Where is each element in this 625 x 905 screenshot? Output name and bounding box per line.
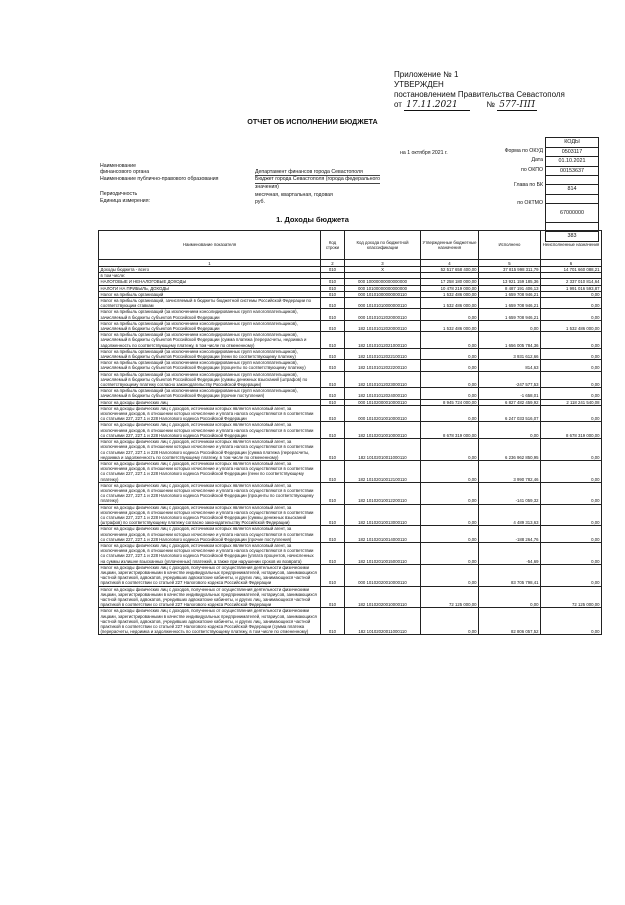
table-row bbox=[99, 309, 602, 320]
cell-executed: 1 659 708 946,21 bbox=[479, 309, 541, 320]
unit-label: Единица измерения: bbox=[100, 197, 150, 204]
cell-name: Налог на прибыль организаций bbox=[99, 291, 321, 297]
cell-code: 182 10102010011000110 bbox=[345, 439, 421, 461]
cell-line: 010 bbox=[321, 542, 345, 564]
cell-line: 010 bbox=[321, 320, 345, 331]
header-labels bbox=[100, 163, 218, 204]
org-value: Департамент финансов города Севастополя bbox=[255, 169, 380, 176]
cell-executed: -54,69 bbox=[479, 542, 541, 564]
cell-code: 000 10101012020000110 bbox=[345, 309, 421, 320]
table-row bbox=[99, 332, 602, 349]
col-number: 1 bbox=[99, 260, 321, 267]
col-header-approved: Утвержденные бюджетные назначения bbox=[421, 231, 479, 260]
approval-date-line bbox=[394, 100, 614, 111]
col-number: 2 bbox=[321, 260, 345, 267]
cell-line: 010 bbox=[321, 504, 345, 526]
cell-name: НАЛОГИ НА ПРИБЫЛЬ, ДОХОДЫ bbox=[99, 285, 321, 291]
period-value: месячная, квартальная, годовая bbox=[255, 192, 333, 199]
cell-executed: 82 806 057,52 bbox=[479, 608, 541, 635]
cell-remaining: 2 337 010 814,64 bbox=[541, 279, 602, 285]
cell-line: 010 bbox=[321, 267, 345, 273]
budget-label: Наименование публично-правового образования bbox=[100, 175, 219, 182]
cell-approved: 10 478 219 000,00 bbox=[421, 285, 479, 291]
cell-name: Налог на доходы физических лиц с доходов, источником которых является налоговый агент, за исключением доходов, в отношении которых исчисление и уплата налога осуществляются в соответствии со статьями 227, 227.1 и 228 Налогового кодекса Российской Федерации bbox=[99, 405, 321, 422]
budget-value-1: Бюджет города Севастополя (города федерального bbox=[255, 176, 381, 183]
table-row bbox=[99, 482, 602, 504]
cell-executed: -247 577,53 bbox=[479, 371, 541, 388]
glava-label: Глава по БК bbox=[513, 182, 543, 189]
col-number: 3 bbox=[345, 260, 421, 267]
cell-executed: -188 264,76 bbox=[479, 526, 541, 543]
cell-approved: 0,00 bbox=[421, 388, 479, 399]
cell-remaining: 0,00 bbox=[541, 298, 602, 309]
table-row bbox=[99, 460, 602, 482]
table-header-row bbox=[99, 231, 602, 260]
table-row bbox=[99, 298, 602, 309]
cell-approved: 52 517 658 400,00 bbox=[421, 267, 479, 273]
cell-name: Налог на прибыль организаций (за исключением консолидированных групп налогоплательщиков), зачисляемый в бюджеты субъектов Российской Федерации (суммы денежных взысканий (штрафов) по соответствующему платежу согласно законодательству Российской Федерации) bbox=[99, 371, 321, 388]
cell-code: 182 10102010014000110 bbox=[345, 526, 421, 543]
cell-approved: 0,00 bbox=[421, 482, 479, 504]
code-date: 01.10.2021 bbox=[545, 157, 599, 167]
cell-code: 000 10101010000000110 bbox=[345, 298, 421, 309]
cell-name: Налог на доходы физических лиц с доходов, источником которых является налоговый агент, за исключением доходов, в отношении которых исчисление и уплата налога осуществляются в соответствии со статьями 227, 227.1 и 228 Налогового кодекса Российской Федерации (проценты по соответствующему платежу) bbox=[99, 482, 321, 504]
okpo-label: по ОКПО bbox=[521, 166, 543, 173]
table-row bbox=[99, 504, 602, 526]
cell-approved: 0,00 bbox=[421, 439, 479, 461]
code-okei: 383 bbox=[545, 232, 599, 242]
number-label: № bbox=[486, 100, 495, 109]
cell-executed: -1 658,01 bbox=[479, 388, 541, 399]
cell-line: 010 bbox=[321, 298, 345, 309]
from-label: от bbox=[394, 100, 402, 109]
col-number: 5 bbox=[479, 260, 541, 267]
table-row bbox=[99, 405, 602, 422]
cell-line: 010 bbox=[321, 608, 345, 635]
table-row bbox=[99, 320, 602, 331]
cell-name: Налог на доходы физических лиц с доходов, источником которых является налоговый агент, за исключением доходов, в отношении которых исчисление и уплата налога осуществляются в соответствии со статьями 227, 227.1 и 228 Налогового кодекса Российской Федерации (суммы денежных взысканий (штрафов) по соответствующему платежу согласно законодательству Российской Федерации) bbox=[99, 504, 321, 526]
cell-name: НАЛОГОВЫЕ И НЕНАЛОГОВЫЕ ДОХОДЫ bbox=[99, 279, 321, 285]
cell-line: 010 bbox=[321, 371, 345, 388]
table-row bbox=[99, 586, 602, 608]
cell-remaining: 1 532 486 000,00 bbox=[541, 320, 602, 331]
cell-code: 000 10101000000000110 bbox=[345, 291, 421, 297]
cell-line: 010 bbox=[321, 439, 345, 461]
cell-name: Налог на прибыль организаций (за исключением консолидированных групп налогоплательщиков), зачисляемый в бюджеты субъектов Российской Федерации (пени по соответствующему платежу) bbox=[99, 348, 321, 359]
cell-remaining: 0,00 bbox=[541, 439, 602, 461]
cell-remaining: 0,00 bbox=[541, 291, 602, 297]
cell-name: Налог на прибыль организаций (за исключением консолидированных групп налогоплательщиков), зачисляемый в бюджеты субъектов Российской Федерации bbox=[99, 309, 321, 320]
cell-approved: 0,00 bbox=[421, 504, 479, 526]
cell-name: Налог на прибыль организаций (за исключением консолидированных групп налогоплательщиков), зачисляемый в бюджеты субъектов Российской Федерации (сумма платежа (перерасчеты, недоимка и задолженность по соответствующему платежу, в том числе по отмененному) bbox=[99, 332, 321, 349]
code-okud: 0503117 bbox=[545, 148, 599, 158]
cell-executed: 3 931 612,66 bbox=[479, 348, 541, 359]
cell-line: 010 bbox=[321, 405, 345, 422]
cell-executed: 1 656 005 784,36 bbox=[479, 332, 541, 349]
cell-code: 000 10100000000000000 bbox=[345, 285, 421, 291]
cell-executed: 3 990 782,46 bbox=[479, 460, 541, 482]
cell-name: Налог на прибыль организаций (за исключением консолидированных групп налогоплательщиков), зачисляемый в бюджеты субъектов Российской Федерации (проценты по соответствующему платежу) bbox=[99, 360, 321, 371]
cell-remaining: 0,00 bbox=[541, 542, 602, 564]
cell-name: Налог на доходы физических лиц с доходов, источником которых является налоговый агент, за исключением доходов, в отношении которых исчисление и уплата налога осуществляются в соответствии со статьями 227, 227.1 и 228 Налогового кодекса Российской Федерации (пени по соответствующему платежу) bbox=[99, 460, 321, 482]
cell-code: 182 10102020011000110 bbox=[345, 608, 421, 635]
cell-name: Налог на доходы физических лиц с доходов, источником которых является налоговый агент, за исключением доходов, в отношении которых исчисление и уплата налога осуществляются в соответствии со статьями 227, 227.1 и 228 Налогового кодекса Российской Федерации (прочие поступления) bbox=[99, 526, 321, 543]
cell-code: 000 10102010010000110 bbox=[345, 405, 421, 422]
cell-remaining: 0,00 bbox=[541, 504, 602, 526]
header-values bbox=[255, 169, 380, 205]
cell-executed: 6 247 033 516,07 bbox=[479, 405, 541, 422]
col-number: 4 bbox=[421, 260, 479, 267]
cell-remaining: 14 701 660 088,21 bbox=[541, 267, 602, 273]
cell-code: 182 10101012023000110 bbox=[345, 371, 421, 388]
date-label: Дата bbox=[531, 157, 543, 164]
cell-remaining: 72 125 000,00 bbox=[541, 586, 602, 608]
cell-code: 182 10102010010000110 bbox=[345, 422, 421, 439]
cell-line: 010 bbox=[321, 309, 345, 320]
cell-approved: 0,00 bbox=[421, 564, 479, 586]
cell-name: Налог на доходы физических лиц bbox=[99, 399, 321, 405]
cell-remaining: 0,00 bbox=[541, 608, 602, 635]
cell-approved: 8 678 319 000,00 bbox=[421, 422, 479, 439]
cell-line: 010 bbox=[321, 399, 345, 405]
column-number-row bbox=[99, 260, 602, 267]
cell-approved: 0,00 bbox=[421, 360, 479, 371]
cell-executed: 0,00 bbox=[479, 586, 541, 608]
cell-approved: 0,00 bbox=[421, 405, 479, 422]
table-row bbox=[99, 564, 602, 586]
cell-line: 010 bbox=[321, 460, 345, 482]
cell-line: 010 bbox=[321, 482, 345, 504]
cell-line: 010 bbox=[321, 360, 345, 371]
cell-name: Налог на доходы физических лиц с доходов, источником которых является налоговый агент, за исключением доходов, в отношении которых исчисление и уплата налога осуществляются в соответствии со статьями 227, 227.1 и 228 Налогового кодекса Российской Федерации bbox=[99, 422, 321, 439]
cell-remaining: 0,00 bbox=[541, 526, 602, 543]
cell-name: Налог на прибыль организаций, зачисляемый в бюджеты бюджетной системы Российской Федерации по соответствующим ставкам bbox=[99, 298, 321, 309]
cell-executed: 37 815 998 311,79 bbox=[479, 267, 541, 273]
cell-name: Налог на прибыль организаций (за исключением консолидированных групп налогоплательщиков), зачисляемый в бюджеты субъектов Российской Федерации (прочие поступления) bbox=[99, 388, 321, 399]
cell-approved: 1 532 486 000,00 bbox=[421, 291, 479, 297]
cell-approved: 0,00 bbox=[421, 371, 479, 388]
cell-executed: 0,00 bbox=[479, 320, 541, 331]
cell-approved: 0,00 bbox=[421, 542, 479, 564]
cell-remaining: 0,00 bbox=[541, 388, 602, 399]
oktmo-label: по ОКТМО bbox=[517, 199, 543, 206]
cell-remaining: 1 991 016 593,87 bbox=[541, 285, 602, 291]
cell-name: в том числе: bbox=[99, 273, 321, 279]
code-oktmo: 67000000 bbox=[545, 204, 599, 223]
col-header-name: Наименование показателя bbox=[99, 231, 321, 260]
section-title: 1. Доходы бюджета bbox=[276, 215, 349, 224]
cell-code: 000 10102020010000110 bbox=[345, 564, 421, 586]
table-row bbox=[99, 608, 602, 635]
cell-executed: 814,63 bbox=[479, 360, 541, 371]
cell-name: Налог на доходы физических лиц с доходов, полученных от осуществления деятельности физическими лицами, зарегистрированными в качестве индивидуальных предпринимателей, нотариусов, занимающихся частной практикой, адвокатов, учредивших адвокатские кабинеты, и других лиц, занимающихся частной практикой в соответствии со статьей 227 Налогового кодекса Российской Федерации (сумма платежа (перерасчеты, недоимка и задолженность по соответствующему платежу, в том числе по отмененному) bbox=[99, 608, 321, 635]
budget-value-2: значения) bbox=[255, 183, 279, 190]
codes-header: КОДЫ bbox=[545, 137, 599, 148]
cell-executed: 83 705 798,41 bbox=[479, 564, 541, 586]
cell-name: Налог на доходы физических лиц с доходов, источником которых является налоговый агент, за исключением доходов, в отношении которых исчисление и уплата налога осуществляются в соответствии со статьями 227, 227.1 и 228 Налогового кодекса Российской Федерации (уплата процентов, начисленных на суммы излишне взысканных (уплаченных) платежей, а также при нарушении сроков их возврата) bbox=[99, 542, 321, 564]
cell-remaining: 0,00 bbox=[541, 309, 602, 320]
cell-line: 010 bbox=[321, 291, 345, 297]
cell-approved: 0,00 bbox=[421, 460, 479, 482]
table-row bbox=[99, 371, 602, 388]
approval-block bbox=[394, 70, 614, 111]
table-row bbox=[99, 422, 602, 439]
cell-code: 182 10101012024000110 bbox=[345, 388, 421, 399]
cell-approved: 1 532 486 000,00 bbox=[421, 320, 479, 331]
cell-line: 010 bbox=[321, 332, 345, 349]
cell-line: 010 bbox=[321, 279, 345, 285]
report-title: ОТЧЕТ ОБ ИСПОЛНЕНИИ БЮДЖЕТА bbox=[247, 117, 378, 126]
code-okpo: 00153637 bbox=[545, 167, 599, 177]
unit-value: руб. bbox=[255, 198, 265, 205]
cell-executed: 1 659 708 946,21 bbox=[479, 291, 541, 297]
cell-executed: 6 236 962 850,95 bbox=[479, 439, 541, 461]
cell-line: 010 bbox=[321, 586, 345, 608]
cell-remaining: 0,00 bbox=[541, 371, 602, 388]
cell-code: X bbox=[345, 267, 421, 273]
cell-line: 010 bbox=[321, 348, 345, 359]
table-row bbox=[99, 542, 602, 564]
cell-executed: 6 827 482 459,92 bbox=[479, 399, 541, 405]
cell-remaining: 8 678 319 000,00 bbox=[541, 422, 602, 439]
cell-executed: 8 487 191 406,13 bbox=[479, 285, 541, 291]
cell-approved: 0,00 bbox=[421, 348, 479, 359]
cell-code: 182 10102010012200110 bbox=[345, 482, 421, 504]
approval-number: 577-ПП bbox=[499, 100, 536, 110]
cell-executed: 4 489 313,63 bbox=[479, 504, 541, 526]
cell-approved: 1 532 486 000,00 bbox=[421, 298, 479, 309]
cell-remaining: 0,00 bbox=[541, 405, 602, 422]
cell-code: 182 10101012021000110 bbox=[345, 332, 421, 349]
cell-code: 182 10102020010000110 bbox=[345, 586, 421, 608]
cell-remaining: 0,00 bbox=[541, 348, 602, 359]
cell-approved: 0,00 bbox=[421, 309, 479, 320]
cell-line: 010 bbox=[321, 285, 345, 291]
cell-code: 182 10102010013000110 bbox=[345, 504, 421, 526]
cell-remaining: 0,00 bbox=[541, 360, 602, 371]
cell-name: Налог на доходы физических лиц с доходов, полученных от осуществления деятельности физическими лицами, зарегистрированными в качестве индивидуальных предпринимателей, нотариусов, занимающихся частной практикой, адвокатов, учредивших адвокатские кабинеты, и других лиц, занимающихся частной практикой в соответствии со статьей 227 Налогового кодекса Российской Федерации bbox=[99, 564, 321, 586]
org-label-1: Наименование bbox=[100, 163, 136, 169]
cell-name: Доходы бюджета - всего bbox=[99, 267, 321, 273]
appendix-label: Приложение № 1 bbox=[394, 70, 459, 79]
col-header-line: Код строки bbox=[321, 231, 345, 260]
col-header-remaining: Неисполненные назначения bbox=[541, 231, 602, 260]
code-empty bbox=[545, 176, 599, 185]
cell-remaining: 2 118 241 540,08 bbox=[541, 399, 602, 405]
cell-remaining: 0,00 bbox=[541, 460, 602, 482]
table-row bbox=[99, 439, 602, 461]
cell-approved: 0,00 bbox=[421, 526, 479, 543]
cell-line: 010 bbox=[321, 422, 345, 439]
code-glava: 814 bbox=[545, 185, 599, 195]
cell-code: 000 10000000000000000 bbox=[345, 279, 421, 285]
cell-approved: 0,00 bbox=[421, 332, 479, 349]
cell-remaining: 0,00 bbox=[541, 564, 602, 586]
code-labels bbox=[488, 137, 543, 209]
cell-executed: -141 059,32 bbox=[479, 482, 541, 504]
cell-approved: 0,00 bbox=[421, 608, 479, 635]
cell-name: Налог на доходы физических лиц с доходов, источником которых является налоговый агент, за исключением доходов, в отношении которых исчисление и уплата налога осуществляются в соответствии со статьями 227, 227.1 и 228 Налогового кодекса Российской Федерации (сумма платежа (перерасчеты, недоимка и задолженность по соответствующему платежу, в том числе по отмененному) bbox=[99, 439, 321, 461]
col-header-executed: Исполнено bbox=[479, 231, 541, 260]
col-number: 6 bbox=[541, 260, 602, 267]
cell-name: Налог на прибыль организаций (за исключением консолидированных групп налогоплательщиков), зачисляемый в бюджеты субъектов Российской Федерации bbox=[99, 320, 321, 331]
cell-line: 010 bbox=[321, 388, 345, 399]
table-row bbox=[99, 388, 602, 399]
cell-name: Налог на доходы физических лиц с доходов, полученных от осуществления деятельности физическими лицами, зарегистрированными в качестве индивидуальных предпринимателей, нотариусов, занимающихся частной практикой, адвокатов, учредивших адвокатские кабинеты, и других лиц, занимающихся частной практикой в соответствии со статьей 227 Налогового кодекса Российской Федерации bbox=[99, 586, 321, 608]
okud-label: Форма по ОКУД bbox=[504, 147, 543, 154]
cell-line: 010 bbox=[321, 526, 345, 543]
approved-label: УТВЕРЖДЕН bbox=[394, 80, 444, 89]
cell-code: 182 10101012022200110 bbox=[345, 360, 421, 371]
cell-code: 182 10101012020000110 bbox=[345, 320, 421, 331]
code-empty bbox=[545, 195, 599, 204]
table-row bbox=[99, 360, 602, 371]
cell-code: 182 10102010012100110 bbox=[345, 460, 421, 482]
cell-line: 010 bbox=[321, 564, 345, 586]
cell-executed: 1 659 708 946,21 bbox=[479, 298, 541, 309]
cell-code: 182 10102010015000110 bbox=[345, 542, 421, 564]
cell-approved: 72 125 000,00 bbox=[421, 586, 479, 608]
report-date: на 1 октября 2021 г. bbox=[400, 150, 448, 156]
income-table bbox=[98, 230, 602, 635]
cell-executed: 0,00 bbox=[479, 422, 541, 439]
codes-box bbox=[545, 137, 599, 242]
table-row bbox=[99, 526, 602, 543]
approval-date: 17.11.2021 bbox=[404, 100, 470, 111]
cell-approved: 8 945 724 000,00 bbox=[421, 399, 479, 405]
org-label-2: финансового органа bbox=[100, 169, 150, 176]
cell-executed: 13 921 159 185,36 bbox=[479, 279, 541, 285]
cell-remaining: 0,00 bbox=[541, 332, 602, 349]
cell-approved: 17 258 180 000,00 bbox=[421, 279, 479, 285]
table-row bbox=[99, 348, 602, 359]
period-label: Периодичность bbox=[100, 191, 138, 198]
col-header-code: Код дохода по бюджетной классификации bbox=[345, 231, 421, 260]
cell-remaining: 0,00 bbox=[541, 482, 602, 504]
cell-code: 182 10101012022100110 bbox=[345, 348, 421, 359]
resolution-label: постановлением Правительства Севастополя bbox=[394, 90, 565, 99]
cell-code: 000 10102000010000110 bbox=[345, 399, 421, 405]
